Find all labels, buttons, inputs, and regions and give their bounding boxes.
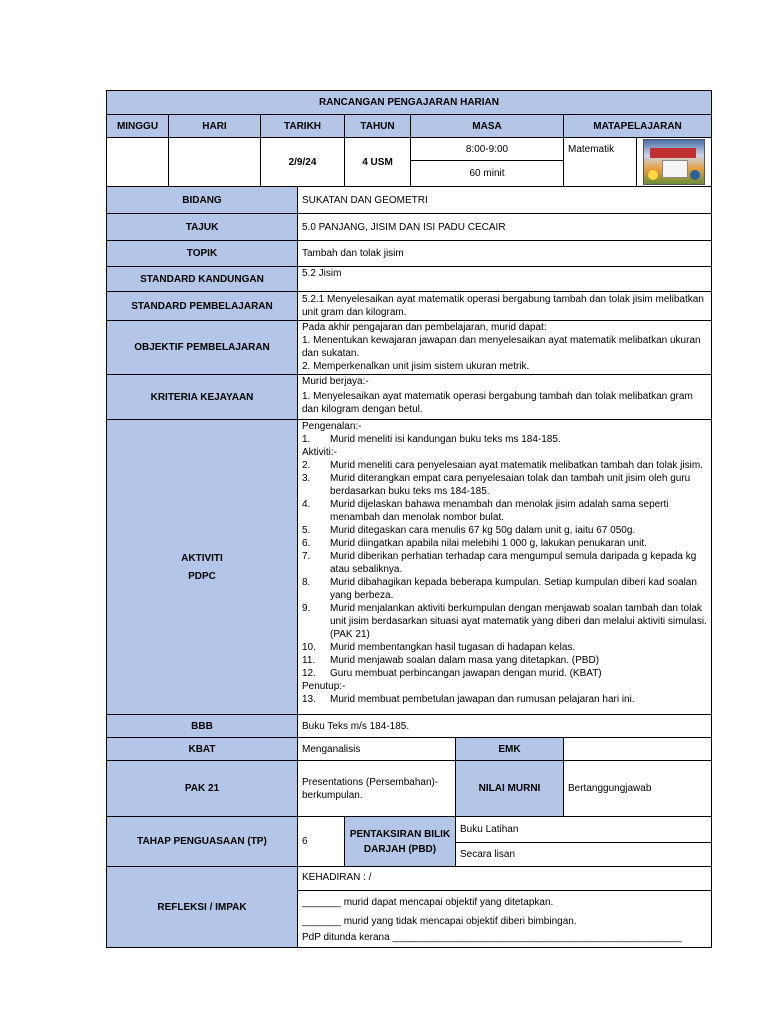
value-matapelajaran: Matematik (564, 138, 637, 187)
aktiviti-item (302, 667, 707, 680)
aktiviti-item-text: Murid meneliti cara penyelesaian ayat matematik melibatkan tambah dan tolak jisim. (330, 460, 703, 471)
aktiviti-item (302, 459, 707, 472)
header-masa: MASA (411, 115, 564, 138)
label-refleksi: REFLEKSI / IMPAK (107, 867, 298, 948)
aktiviti-item-number: 8. (302, 577, 311, 588)
aktiviti-item-text: Murid menjawab soalan dalam masa yang ditetapkan. (PBD) (330, 655, 600, 666)
aktiviti-item-number: 6. (302, 538, 311, 549)
aktiviti-item-text: Murid diingatkan apabila nilai melebihi 1 000 g, lakukan penukaran unit. (330, 538, 647, 549)
aktiviti-item-text: Murid diberikan perhatian terhadap cara mengumpul semula daripada g kepada kg atau sebaliknya. (330, 551, 697, 575)
rph-table (106, 90, 712, 948)
aktiviti-item-number: 1. (302, 434, 311, 445)
label-tajuk: TAJUK (107, 214, 298, 241)
label-kbat: KBAT (107, 738, 298, 761)
masa-time: 8:00-9:00 (411, 139, 563, 161)
aktiviti-item-number: 9. (302, 603, 311, 614)
label-pak21: PAK 21 (107, 761, 298, 817)
label-aktiviti-2: PDPC (188, 570, 216, 582)
label-standard-kandungan: STANDARD KANDUNGAN (107, 267, 298, 292)
aktiviti-item (302, 654, 707, 667)
value-tajuk: 5.0 PANJANG, JISIM DAN ISI PADU CECAIR (298, 214, 712, 241)
aktiviti-item-number: 4. (302, 499, 311, 510)
value-pbd (456, 817, 712, 867)
value-emk (564, 738, 712, 761)
value-tahun: 4 USM (345, 138, 411, 187)
pbd-item-2: Secara lisan (460, 848, 516, 860)
aktiviti-closing-list (302, 693, 707, 706)
header-matapelajaran: MATAPELAJARAN (564, 115, 712, 138)
aktiviti-item-number: 5. (302, 525, 311, 536)
aktiviti-heading: Aktiviti:- (302, 447, 337, 458)
label-aktiviti (107, 420, 298, 715)
label-emk: EMK (456, 738, 564, 761)
label-objektif-pembelajaran: OBJEKTIF PEMBELAJARAN (107, 321, 298, 375)
aktiviti-item (302, 537, 707, 550)
value-bbb: Buku Teks m/s 184-185. (298, 715, 712, 738)
aktiviti-item (302, 550, 707, 576)
value-minggu (107, 138, 169, 187)
objektif-intro: Pada akhir pengajaran dan pembelajaran, murid dapat: (302, 322, 547, 333)
label-nilai-murni: NILAI MURNI (456, 761, 564, 817)
aktiviti-item-text: Murid membuat pembetulan jawapan dan rumusan pelajaran hari ini. (330, 694, 635, 705)
pbd-item-1: Buku Latihan (456, 817, 711, 842)
aktiviti-penutup-heading: Penutup:- (302, 681, 346, 692)
value-aktiviti (298, 420, 712, 715)
header-tarikh: TARIKH (261, 115, 345, 138)
value-standard-pembelajaran: 5.2.1 Menyelesaikan ayat matematik operasi bergabung tambah dan tolak jisim melibatkan unit gram dan kilogram. (298, 292, 712, 321)
aktiviti-item-text: Murid ditegaskan cara menulis 67 kg 50g dalam unit g, iaitu 67 050g. (330, 525, 636, 536)
label-topik: TOPIK (107, 241, 298, 267)
refleksi-line-1: _______ murid dapat mencapai objektif yang ditetapkan. (302, 897, 554, 908)
header-tahun: TAHUN (345, 115, 411, 138)
label-tahap-penguasaan: TAHAP PENGUASAAN (TP) (107, 817, 298, 867)
aktiviti-item (302, 693, 707, 706)
aktiviti-item-number: 2. (302, 460, 311, 471)
value-kriteria-kejayaan (298, 375, 712, 420)
label-kriteria-kejayaan: KRITERIA KEJAYAAN (107, 375, 298, 420)
aktiviti-item-text: Murid menjalankan aktiviti berkumpulan dengan menjawab soalan tambah dan tolak unit jisim berdasarkan situasi ayat matematik yang diberi dan melalui aktiviti simulasi. (PAK 21) (330, 603, 707, 640)
aktiviti-item (302, 641, 707, 654)
refleksi-line-2: _______ murid yang tidak mencapai objektif diberi bimbingan. (302, 916, 577, 927)
aktiviti-item-text: Murid dibahagikan kepada beberapa kumpulan. Setiap kumpulan diberi kad soalan yang berbeza. (330, 577, 697, 601)
aktiviti-item (302, 524, 707, 537)
aktiviti-item-number: 12. (302, 668, 316, 679)
label-pbd: PENTAKSIRAN BILIK DARJAH (PBD) (345, 817, 456, 867)
value-tahap-penguasaan: 6 (298, 817, 345, 867)
aktiviti-item-number: 11. (302, 655, 316, 666)
aktiviti-main-list (302, 459, 707, 680)
value-objektif-pembelajaran (298, 321, 712, 375)
mathematics-textbook-cover-image (643, 139, 705, 185)
value-refleksi (298, 867, 712, 948)
refleksi-kehadiran: KEHADIRAN : / (298, 867, 711, 891)
value-tarikh: 2/9/24 (261, 138, 345, 187)
aktiviti-item-text: Guru membuat perbincangan jawapan dengan murid. (KBAT) (330, 668, 602, 679)
aktiviti-item-number: 13. (302, 694, 316, 705)
objektif-item-2: 2. Memperkenalkan unit jisim sistem ukuran metrik. (302, 361, 530, 372)
aktiviti-item-number: 10. (302, 642, 316, 653)
value-topik: Tambah dan tolak jisim (298, 241, 712, 267)
label-bbb: BBB (107, 715, 298, 738)
header-hari: HARI (169, 115, 261, 138)
value-masa (411, 138, 564, 187)
value-bidang: SUKATAN DAN GEOMETRI (298, 187, 712, 214)
value-nilai-murni: Bertanggungjawab (564, 761, 712, 817)
objektif-item-1: 1. Menentukan kewajaran jawapan dan menyelesaikan ayat matematik melibatkan ukuran dan sukatan. (302, 335, 701, 359)
kriteria-intro: Murid berjaya:- (302, 376, 369, 387)
aktiviti-intro-list (302, 433, 707, 446)
aktiviti-item (302, 576, 707, 602)
label-standard-pembelajaran: STANDARD PEMBELAJARAN (107, 292, 298, 321)
aktiviti-item-number: 7. (302, 551, 311, 562)
label-bidang: BIDANG (107, 187, 298, 214)
value-standard-kandungan: 5.2 Jisim (298, 267, 712, 292)
aktiviti-item-text: Murid dijelaskan bahawa menambah dan menolak jisim adalah sama seperti menambah dan menolak nombor bulat. (330, 499, 669, 523)
refleksi-line-3: PdP ditunda kerana ____________________________________________________ (302, 932, 682, 943)
aktiviti-item (302, 602, 707, 641)
aktiviti-item-number: 3. (302, 473, 311, 484)
aktiviti-item-text: Murid meneliti isi kandungan buku teks ms 184-185. (330, 434, 561, 445)
aktiviti-item (302, 433, 707, 446)
value-hari (169, 138, 261, 187)
kriteria-item-1: 1. Menyelesaikan ayat matematik operasi bergabung tambah dan tolak melibatkan gram dan kilogram dengan betul. (302, 391, 693, 415)
header-minggu: MINGGU (107, 115, 169, 138)
value-kbat: Menganalisis (298, 738, 456, 761)
aktiviti-item-text: Murid membentangkan hasil tugasan di hadapan kelas. (330, 642, 576, 653)
document-title: RANCANGAN PENGAJARAN HARIAN (107, 91, 712, 115)
aktiviti-item (302, 472, 707, 498)
subject-image-cell (637, 138, 712, 187)
label-aktiviti-1: AKTIVITI (181, 552, 223, 564)
aktiviti-item (302, 498, 707, 524)
masa-duration: 60 minit (469, 167, 505, 179)
value-pak21: Presentations (Persembahan)-berkumpulan. (298, 761, 456, 817)
aktiviti-item-text: Murid diterangkan empat cara penyelesaian tolak dan tambah unit jisim oleh guru berdasarkan buku teks ms 184-185. (330, 473, 691, 497)
aktiviti-pengenalan-heading: Pengenalan:- (302, 421, 362, 432)
